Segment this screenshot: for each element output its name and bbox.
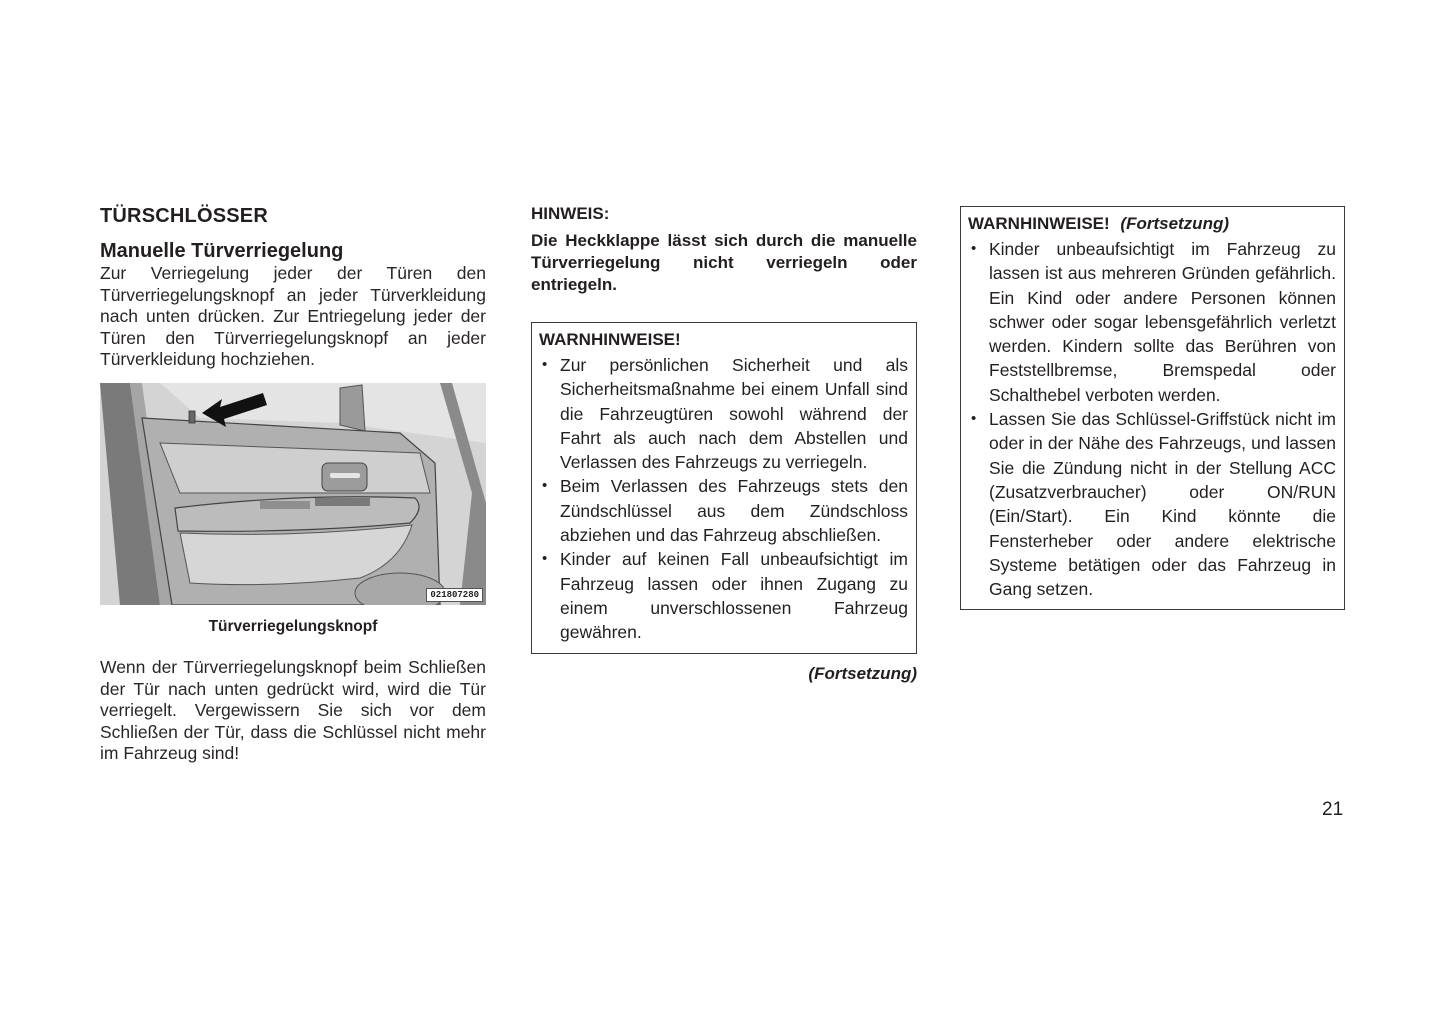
warning-item: [539, 547, 908, 644]
warning-box: [531, 322, 917, 654]
note-body: Die Heckklappe lässt sich durch die manuelle Türverriegelung nicht verriegeln oder entriegeln.: [531, 231, 917, 294]
figure-code: 021807280: [426, 588, 483, 602]
left-column: [100, 203, 486, 765]
warning-item: [539, 353, 908, 474]
warning-box-continued: [960, 206, 1345, 610]
warning-title: WARNHINWEISE!: [539, 330, 681, 349]
warning-item: [968, 407, 1336, 601]
subsection-title: Manuelle Türverriegelung: [100, 240, 344, 262]
warning-item-text: Kinder auf keinen Fall unbeaufsichtigt im Fahrzeug lassen oder ihnen Zugang zu einem unverschlossenen Fahrzeug gewähren.: [560, 549, 908, 643]
bullet-icon: •: [542, 356, 548, 373]
warning-title-suffix: (Fortsetzung): [1120, 214, 1229, 233]
warning-item: [539, 474, 908, 547]
bullet-icon: •: [971, 410, 977, 428]
warning-list: [539, 353, 908, 645]
section-title: TÜRSCHLÖSSER: [100, 205, 268, 227]
intro-paragraph: Zur Verriegelung jeder der Türen den Türverriegelungsknopf an jeder Türverkleidung nach unten drücken. Zur Entriegelung jeder der Türen den Türverriegelungsknopf an jeder Türverkleidung hochziehen.: [100, 263, 486, 370]
warning-list: [968, 237, 1336, 601]
warning-title: [968, 213, 1336, 235]
note-title: HINWEIS:: [531, 204, 610, 223]
bullet-icon: •: [542, 550, 548, 568]
right-column: [960, 206, 1345, 610]
closing-paragraph: Wenn der Türverriegelungsknopf beim Schließen der Tür nach unten gedrückt wird, wird die Tür verriegelt. Vergewissern Sie sich vor dem Schließen der Tür, dass die Schlüssel nicht mehr im Fahrzeug sind!: [100, 656, 486, 764]
bullet-icon: •: [542, 477, 548, 495]
middle-column: [531, 203, 917, 684]
page-number: 21: [1322, 799, 1344, 820]
warning-item-text: Lassen Sie das Schlüssel-Griffstück nicht im oder in der Nähe des Fahrzeugs, und lassen Sie die Zündung nicht in der Stellung ACC (Zusatzverbraucher) oder ON/RUN (Ein/Start). Ein Kind könnte die Fensterheber oder andere elektrische Systeme betätigen oder das Fahrzeug in Gang setzen.: [989, 409, 1336, 600]
warning-item-text: Zur persönlichen Sicherheit und als Sicherheitsmaßnahme bei einem Unfall sind die Fahrzeugtüren sowohl während der Fahrt als auch nach dem Abstellen und Verlassen des Fahrzeugs zu verriegeln.: [560, 355, 908, 473]
warning-title-text: WARNHINWEISE!: [968, 214, 1110, 233]
door-panel-figure: [100, 383, 486, 605]
door-panel-illustration: [100, 383, 486, 605]
continued-label: (Fortsetzung): [808, 663, 917, 683]
bullet-icon: •: [971, 240, 977, 257]
figure-caption: Türverriegelungsknopf: [208, 617, 378, 635]
warning-item-text: Beim Verlassen des Fahrzeugs stets den Zündschlüssel aus dem Zündschloss abziehen und das Fahrzeug abschließen.: [560, 476, 908, 546]
warning-item: [968, 237, 1336, 407]
warning-item-text: Kinder unbeaufsichtigt im Fahrzeug zu lassen ist aus mehreren Gründen gefährlich. Ein Kind oder andere Personen können schwer oder sogar lebensgefährlich verletzt werden. Kindern sollte das Berühren von Feststellbremse, Bremspedal oder Schalthebel verboten werden.: [989, 239, 1336, 405]
